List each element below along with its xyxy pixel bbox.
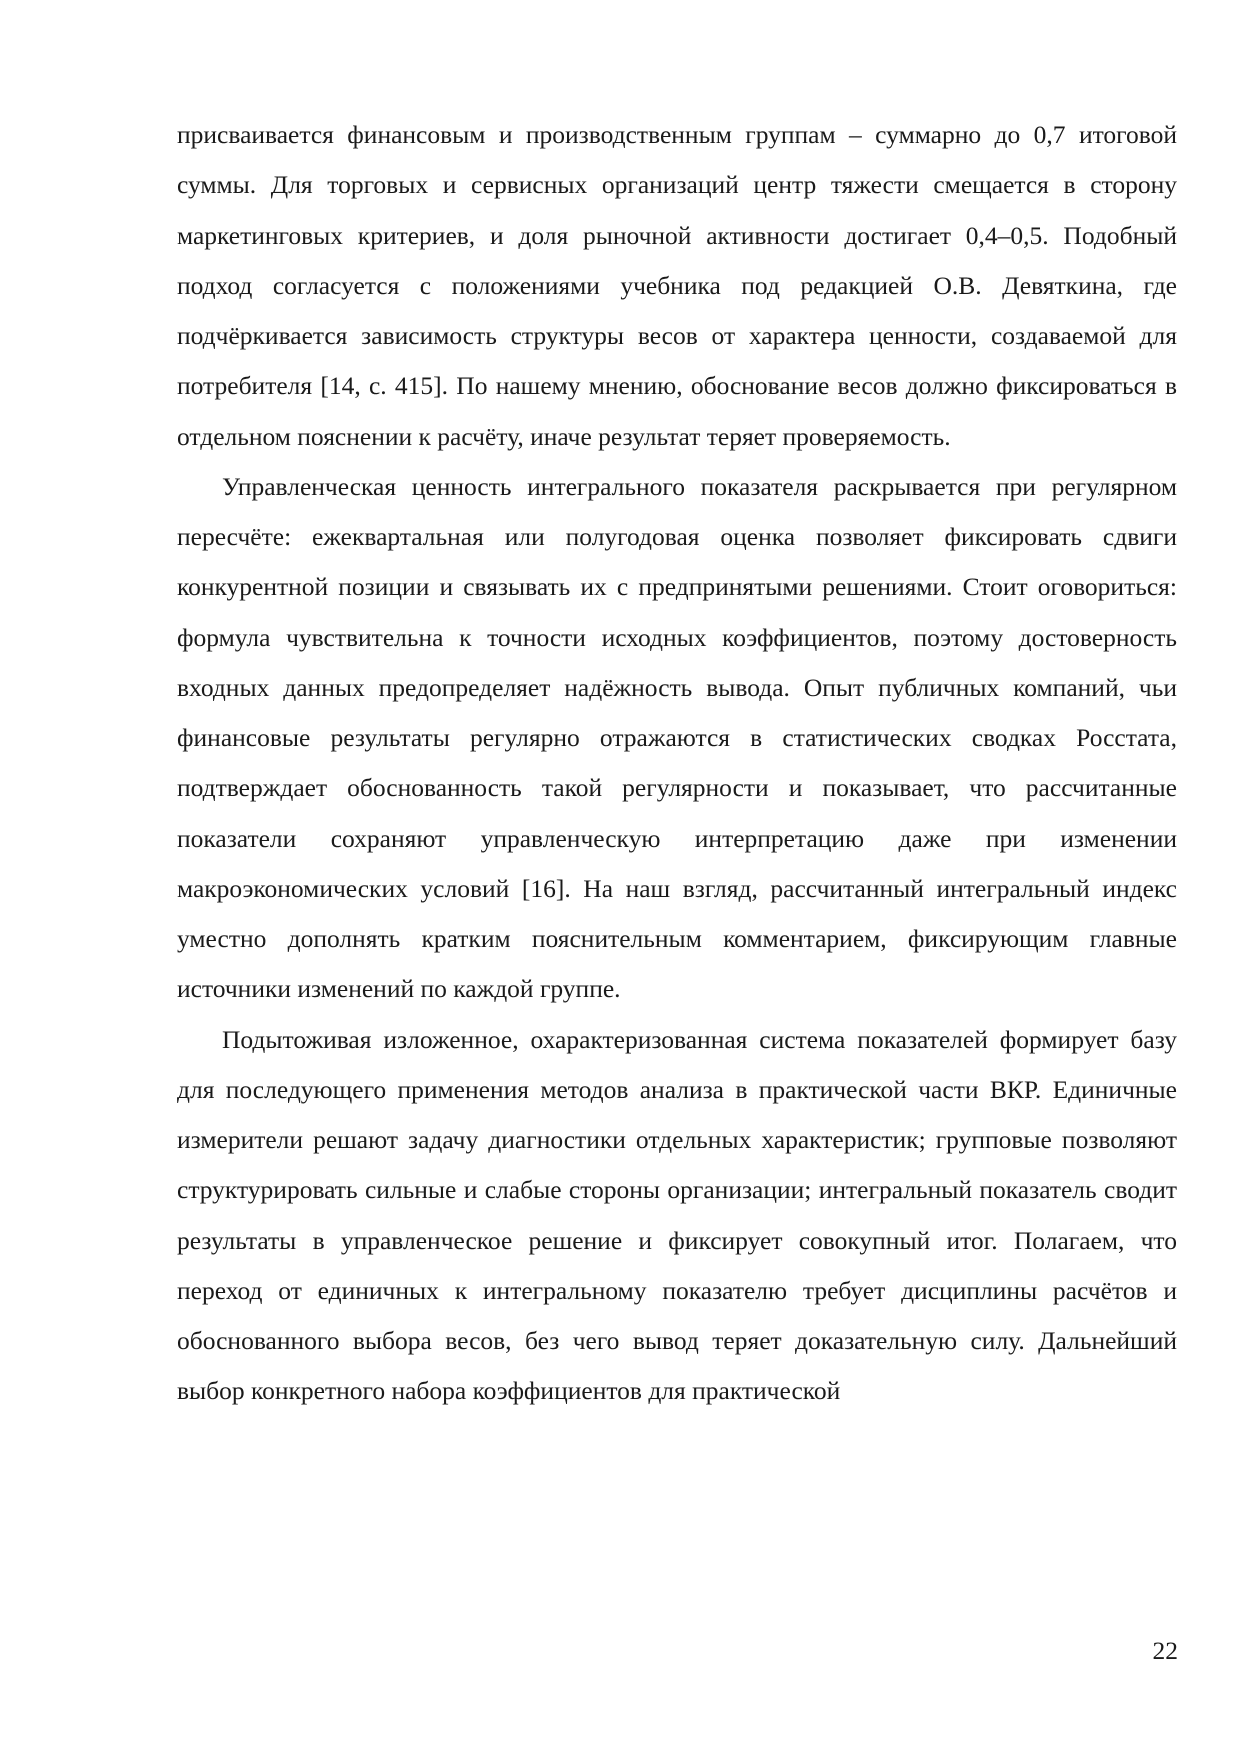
document-body [177,110,1177,1417]
page-number: 22 [1152,1636,1178,1665]
paragraph-1: присваивается финансовым и производственным группам – суммарно до 0,7 итоговой суммы. Для торговых и сервисных организаций центр тяжести смещается в сторону маркетинговых критериев, и доля рыночной активности достигает 0,4–0,5. Подобный подход согласуется с положениями учебника под редакцией О.В. Девяткина, где подчёркивается зависимость структуры весов от характера ценности, создаваемой для потребителя [14, с. 415]. По нашему мнению, обоснование весов должно фиксироваться в отдельном пояснении к расчёту, иначе результат теряет проверяемость. [177,120,1177,451]
paragraph-2: Управленческая ценность интегрального показателя раскрывается при регулярном пересчёте: ежеквартальная или полугодовая оценка позволяет фиксировать сдвиги конкурентной позиции и связывать их с предпринятыми решениями. Стоит оговориться: формула чувствительна к точности исходных коэффициентов, поэтому достоверность входных данных предопределяет надёжность вывода. Опыт публичных компаний, чьи финансовые результаты регулярно отражаются в статистических сводках Росстата, подтверждает обоснованность такой регулярности и показывает, что рассчитанные показатели сохраняют управленческую интерпретацию даже при изменении макроэкономических условий [16]. На наш взгляд, рассчитанный интегральный индекс уместно дополнять кратким пояснительным комментарием, фиксирующим главные источники изменений по каждой группе. [177,471,1177,1004]
paragraph-3: Подытоживая изложенное, охарактеризованная система показателей формирует базу для последующего применения методов анализа в практической части ВКР. Единичные измерители решают задачу диагностики отдельных характеристик; групповые позволяют структурировать сильные и слабые стороны организации; интегральный показатель сводит результаты в управленческое решение и фиксирует совокупный итог. Полагаем, что переход от единичных к интегральному показателю требует дисциплины расчётов и обоснованного выбора весов, без чего вывод теряет доказательную силу. Дальнейший выбор конкретного набора коэффициентов для практической [177,1024,1177,1406]
